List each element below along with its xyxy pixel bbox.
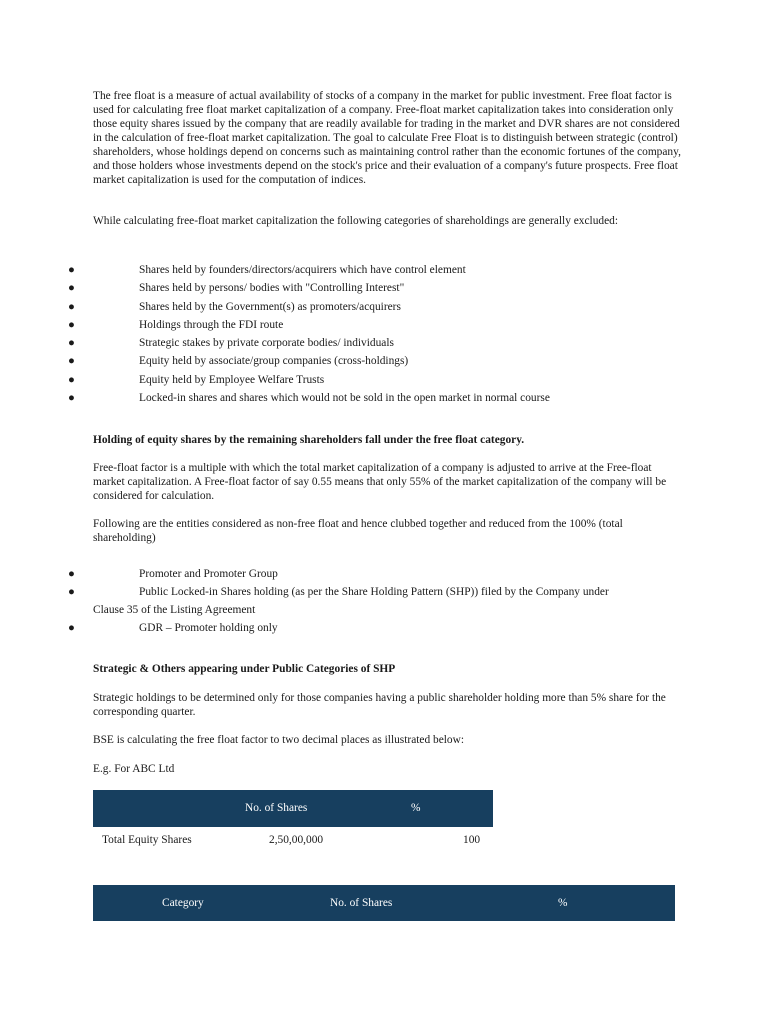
table1-header-shares: No. of Shares <box>245 802 308 814</box>
example-label: E.g. For ABC Ltd <box>93 763 175 775</box>
bullet-icon: ● <box>68 318 75 331</box>
list-item: ● Promoter and Promoter Group <box>68 568 278 580</box>
bullet-icon: ● <box>68 282 75 295</box>
table-row <box>93 834 493 854</box>
list-item: ● Shares held by founders/directors/acquirers which have control element <box>68 264 466 276</box>
list-item: ● Strategic stakes by private corporate bodies/ individuals <box>68 337 394 350</box>
table1-header-percent: % <box>411 802 421 814</box>
table2-header-percent: % <box>558 897 568 909</box>
bullet-icon: ● <box>68 337 75 350</box>
list-item: ● Equity held by Employee Welfare Trusts <box>68 373 325 386</box>
list-item: ● Shares held by persons/ bodies with "Controlling Interest" <box>68 282 405 295</box>
table1-row-shares: 2,50,00,000 <box>269 834 324 846</box>
non-free-intro-paragraph: Following are the entities considered as non-free float and hence clubbed together and reduced from the 100% (total shareholding) <box>93 518 623 544</box>
table1-row-percent: 100 <box>463 834 481 846</box>
bullet-icon: ● <box>68 622 75 635</box>
table2-header-shares: No. of Shares <box>330 897 393 909</box>
bullet-icon: ● <box>68 568 75 580</box>
bullet-icon: ● <box>68 355 75 368</box>
strategic-heading: Strategic & Others appearing under Public Categories of SHP <box>93 663 396 675</box>
list-item: ● Shares held by the Government(s) as promoters/acquirers <box>68 300 401 313</box>
bullet-icon: ● <box>68 264 75 276</box>
non-free-list <box>0 567 700 640</box>
strategic-paragraph: Strategic holdings to be determined only for those companies having a public shareholder holding more than 5% share for the corresponding quarter. <box>93 692 666 718</box>
intro-paragraph: The free float is a measure of actual availability of stocks of a company in the market for public investment. Free float factor is used for calculating free float market capitalization of a company. Free-float market capitalization takes into consideration only those equity shares issued by the company that are readily available for trading in the market and DVR shares are not considered in the calculation of free-float market capitalization. The goal to calculate Free Float is to distinguish between strategic (control) shareholders, whose holdings depend on concerns such as maintaining control rather than the economic fortunes of the company, and those holders whose investments depend on the stock's price and their evaluation of a company's future prospects. Free float market capitalization is used for the computation of indices. <box>93 90 681 186</box>
list-item: ● Equity held by associate/group companies (cross-holdings) <box>68 355 409 368</box>
table2-header <box>93 885 675 921</box>
factor-paragraph: Free-float factor is a multiple with which the total market capitalization of a company is adjusted to arrive at the Free-float market capitalization. A Free-float factor of say 0.55 means that only 55% of the market capitalization of the company will be considered for calculation. <box>93 462 667 502</box>
excluded-intro-paragraph: While calculating free-float market capitalization the following categories of shareholdings are generally excluded: <box>93 215 619 227</box>
table2-header-category: Category <box>162 897 204 909</box>
list-item: ● Public Locked-in Shares holding (as per the Share Holding Pattern (SHP)) filed by the Company under Clause 35 of the Listing Agreement <box>68 586 609 617</box>
list-item: ● Holdings through the FDI route <box>68 318 284 331</box>
bullet-icon: ● <box>68 586 75 599</box>
excluded-list <box>0 263 700 409</box>
bullet-icon: ● <box>68 373 75 386</box>
list-item: ● Locked-in shares and shares which would not be sold in the open market in normal course <box>68 392 550 405</box>
bullet-icon: ● <box>68 392 75 405</box>
table1-header <box>93 790 493 827</box>
bse-paragraph: BSE is calculating the free float factor to two decimal places as illustrated below: <box>93 734 465 746</box>
list-item: ● GDR – Promoter holding only <box>68 622 278 635</box>
table1-row-label: Total Equity Shares <box>102 834 192 846</box>
holding-heading: Holding of equity shares by the remaining shareholders fall under the free float category. <box>93 434 525 446</box>
bullet-icon: ● <box>68 300 75 313</box>
